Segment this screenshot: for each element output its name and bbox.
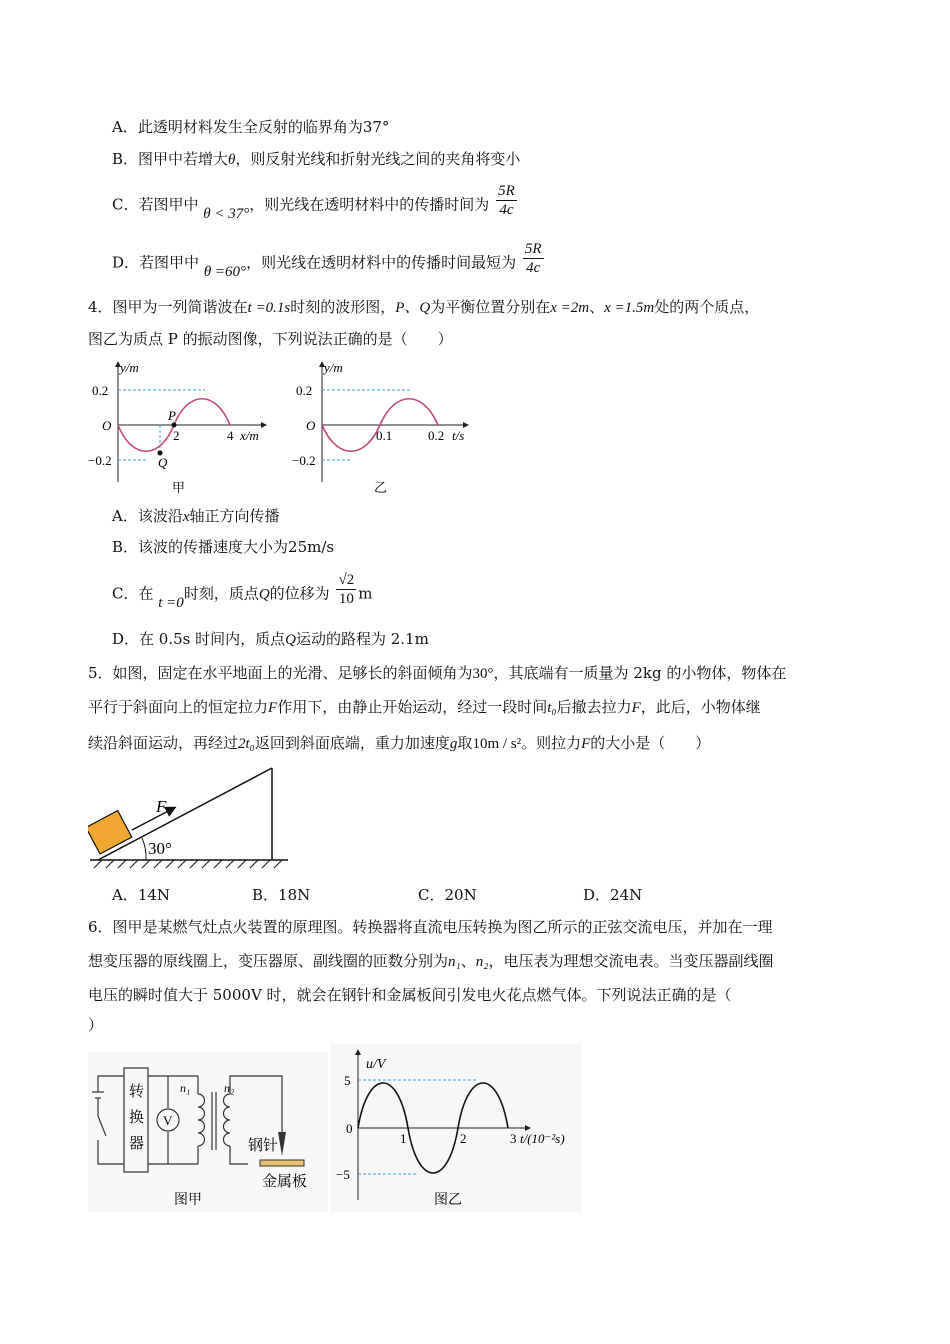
converter-label: 转 [129,1084,145,1100]
voltmeter-label: V [163,1113,173,1128]
q4-figure-vibration [290,352,480,497]
math: P、Q [395,300,431,316]
y-label: u/V [366,1057,386,1072]
q4-option-c [112,572,373,611]
tick-label: 1 [400,1131,407,1146]
text: 、 [589,298,605,316]
q3-option-c [112,183,519,222]
q5-option-a: A．14N [112,886,171,904]
fraction [496,182,517,219]
origin-label: 0 [346,1121,353,1136]
q5-figure-incline [88,762,298,877]
q3-option-d [112,241,546,280]
force-label: F [156,797,167,816]
text: 处的两个质点， [654,298,760,316]
text: 为平衡位置分别在 [430,298,551,316]
q6-stem-line2 [88,950,773,973]
q5-option-d: D．24N [583,886,643,904]
q4-stem-line1 [88,296,759,319]
math-var: t₀ [547,700,557,716]
tick-label: 2 [460,1131,467,1146]
text: 作用下，由静止开始运动，经过一段时间 [277,698,548,716]
q4-option-a [112,505,280,528]
text: ，其底端有一质量为 2kg 的小物体，物体在 [493,664,787,682]
q4-option-d [112,628,429,651]
block [88,811,132,854]
force-arrow [132,808,174,830]
text: 时刻的波形图， [290,298,396,316]
text: ，则光线在透明材料中的传播时间为 [249,195,490,214]
q6-stem-line3: 电压的瞬时值大于 5000V 时，就会在钢针和金属板间引发电火花点燃气体。下列说法正确的是（ [88,986,732,1004]
tick-label: −0.2 [292,453,316,468]
caption: 图乙 [434,1193,462,1208]
math: x =1.5m [604,300,655,316]
text: 续沿斜面运动，再经过 [88,734,239,752]
text: C．在 [112,584,154,603]
tick-label: 0.2 [92,383,109,398]
math-var: n₂ [475,954,489,970]
q4-figure-wave [88,352,278,497]
ground-hatching [94,860,282,868]
q5-option-b: B．18N [252,886,311,904]
x-label: t/s [452,428,465,443]
q6-figure-circuit [88,1052,328,1212]
text: 想变压器的原线圈上，变压器原、副线圈的匝数分别为 [88,952,449,970]
math-cond: t =0 [158,594,184,611]
math-var: Q [258,586,270,603]
math-var: g [449,736,458,752]
math: x =2m [550,300,590,316]
q3-option-b [112,148,520,171]
y-label: y/m [120,360,139,375]
x-label: t/(10⁻²s) [520,1131,565,1146]
math-var: Q [285,632,296,648]
unit: m [358,584,373,603]
text: A．该波沿 [112,507,183,525]
text: 轴正方向传播 [189,507,280,525]
math-var: 2t₀ [238,736,255,752]
text: B．图甲中若增大 [112,150,229,168]
text: ，此后，小物体继 [640,698,761,716]
p-label: P [168,408,176,423]
q5-stem-line1 [88,662,786,685]
tick-label: 0.2 [428,428,445,443]
text: 、 [460,952,476,970]
math-var: x [182,509,190,525]
math-var: F [631,700,641,716]
text: 取 [457,734,473,752]
incline-surface [98,768,272,860]
q5-stem-line3 [88,732,710,755]
plate-label: 金属板 [262,1174,308,1190]
x-label: x/m [240,428,259,443]
math-cond: θ < 37° [203,205,250,222]
caption: 乙 [374,480,388,495]
text: D．若图甲中 [112,253,200,272]
text: 5．如图，固定在水平地面上的光滑、足够长的斜面倾角为 [88,664,473,682]
angle-arc [142,838,146,860]
frac-num: 5R [524,241,542,257]
fraction [336,571,356,608]
origin-label: O [102,418,112,433]
tick-label: 5 [344,1073,351,1088]
fraction [523,240,544,277]
q6-figure-voltage [330,1044,582,1212]
math-var: F [581,736,591,752]
tick-label: 2 [173,428,180,443]
q3-option-a: A．此透明材料发生全反射的临界角为37° [112,118,390,136]
tick-label: 0.1 [376,428,393,443]
math-var: F [268,700,278,716]
text: 后撤去拉力 [556,698,632,716]
math: t =0.1s [247,300,291,316]
text: ，则反射光线和折射光线之间的夹角将变小 [235,150,521,168]
tick-label: 0.2 [296,383,313,398]
caption: 甲 [172,480,186,495]
n2-label: n₂ [224,1081,235,1095]
q4-option-b: B．该波的传播速度大小为25m/s [112,538,335,556]
y-label: y/m [324,360,343,375]
math: 30° [472,666,494,682]
frac-den: 10 [338,591,354,607]
tick-label: 3 [510,1131,517,1146]
caption: 图甲 [174,1193,202,1208]
text: 时刻，质点 [183,584,259,603]
math: 10m / s² [472,736,522,752]
q6-stem-line4: ） [88,1016,104,1034]
text: 的位移为 [269,584,330,603]
q5-option-c: C．20N [418,886,477,904]
tick-label: 4 [227,428,234,443]
text: 。则拉力 [521,734,582,752]
q4-stem-line2: 图乙为质点 P 的振动图像，下列说法正确的是（ ） [88,330,453,348]
tick-label: −5 [336,1167,350,1182]
math-var: n₁ [448,954,461,970]
frac-num: √2 [338,572,355,588]
converter-label: 换 [129,1110,145,1126]
math-cond: θ =60° [203,263,247,280]
text: 运动的路程为 2.1m [295,630,429,648]
text: ，电压表为理想交流电表。当变压器副线圈 [488,952,774,970]
text: ，则光线在透明材料中的传播时间最短为 [246,253,517,272]
math-var: θ [228,152,236,168]
text: D．在 0.5s 时间内，质点 [112,630,286,648]
origin-label: O [306,418,316,433]
frac-den: 4c [526,260,541,276]
angle-label: 30° [148,839,172,858]
text: 返回到斜面底端，重力加速度 [254,734,450,752]
text: 的大小是（ ） [590,734,711,752]
n1-label: n₁ [180,1081,191,1095]
text: 4．图甲为一列简谐波在 [88,298,248,316]
q6-stem-line1: 6．图甲是某燃气灶点火装置的原理图。转换器将直流电压转换为图乙所示的正弦交流电压，并加在一理 [88,918,773,936]
converter-label: 器 [129,1136,145,1152]
needle-label: 钢针 [248,1138,279,1154]
point-p [172,423,177,428]
metal-plate [260,1160,304,1166]
text: C．若图甲中 [112,195,199,214]
q-label: Q [158,455,168,470]
text: 平行于斜面向上的恒定拉力 [88,698,269,716]
tick-label: −0.2 [88,453,112,468]
q5-stem-line2 [88,696,761,719]
frac-den: 4c [499,202,514,218]
frac-num: 5R [498,183,515,199]
